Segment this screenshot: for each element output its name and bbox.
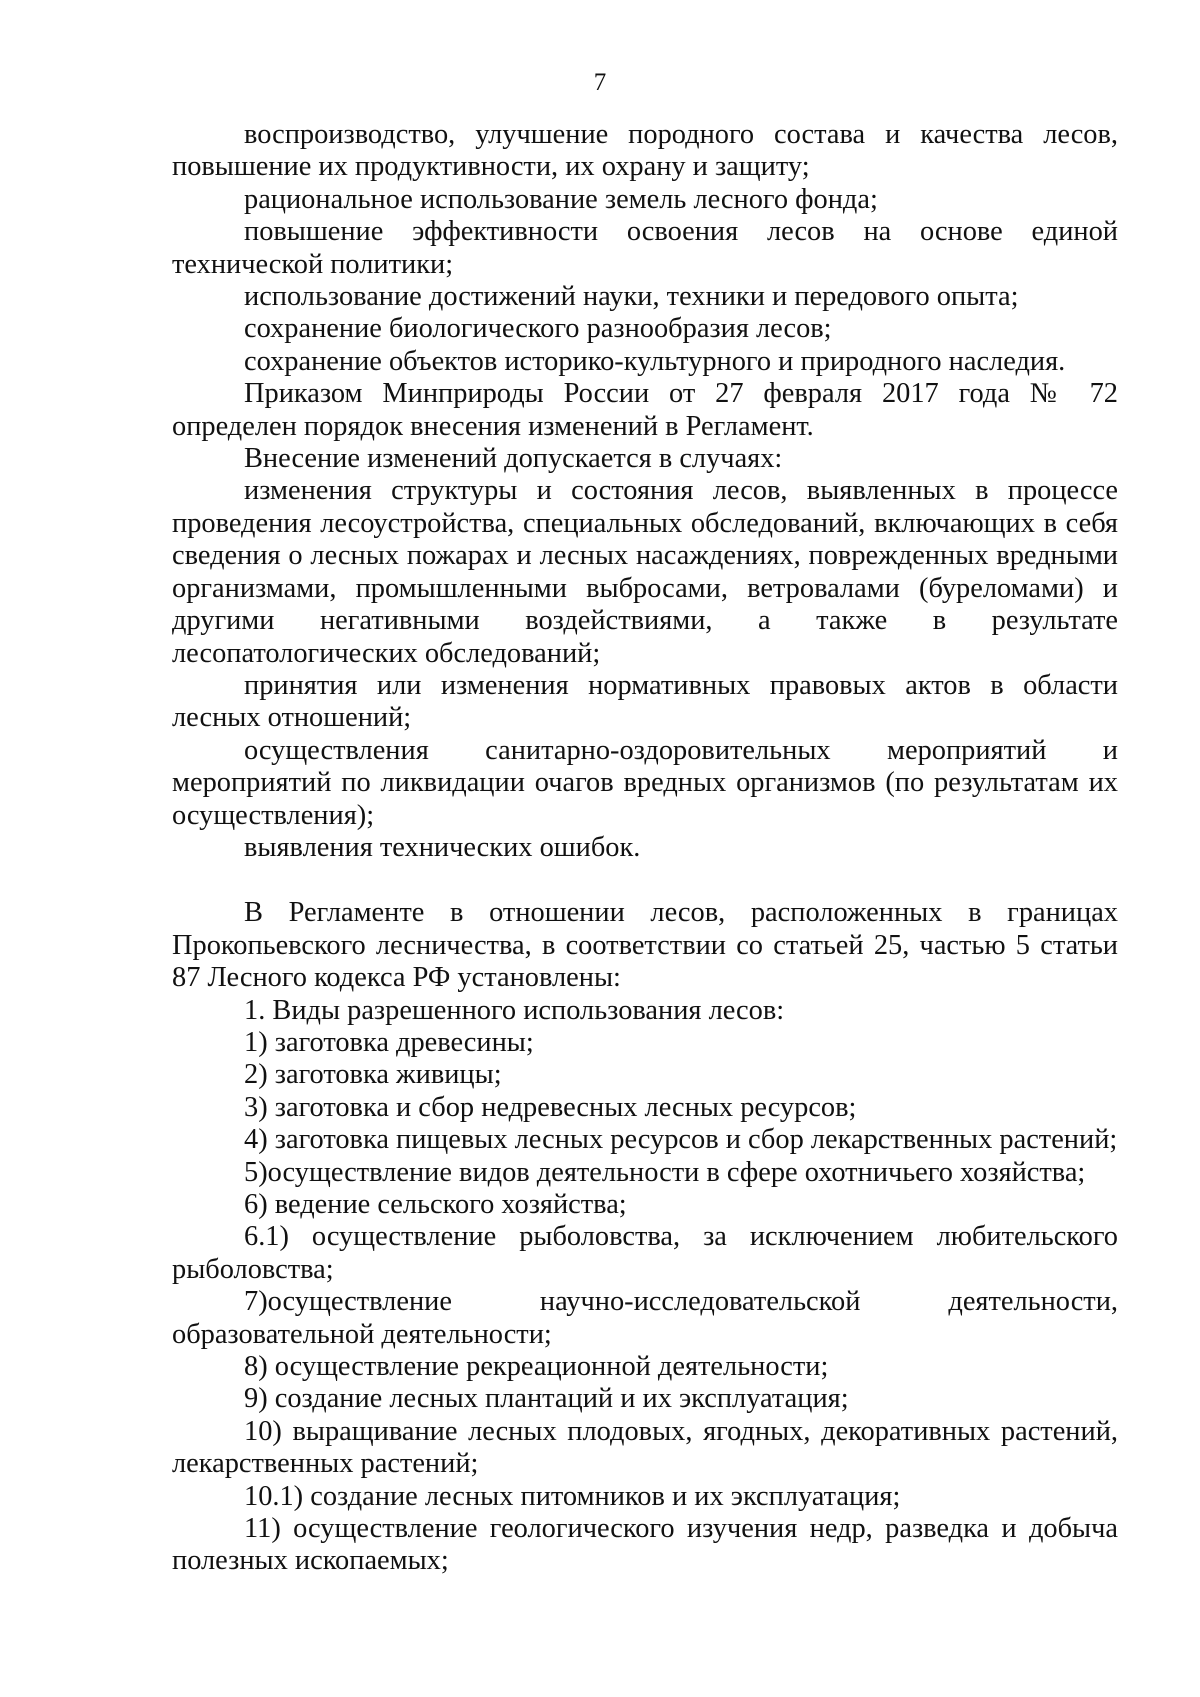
paragraph: осуществления санитарно-оздоровительных мероприятий и мероприятий по ликвидации очагов вредных организмов (по результатам их осуществления); bbox=[172, 734, 1118, 831]
paragraph: Внесение изменений допускается в случаях: bbox=[244, 443, 783, 475]
list-item: 4) заготовка пищевых лесных ресурсов и сбор лекарственных растений; bbox=[244, 1124, 1118, 1156]
paragraph: выявления технических ошибок. bbox=[244, 831, 641, 863]
paragraph: В Регламенте в отношении лесов, расположенных в границах Прокопьевского лесничества, в соответствии со статьей 25, частью 5 статьи 87 Лесного кодекса РФ установлены: bbox=[172, 897, 1118, 994]
paragraph: Приказом Минприроды России от 27 февраля 2017 года № 72 определен порядок внесения изменений в Регламент. bbox=[172, 378, 1118, 442]
list-heading: 1. Виды разрешенного использования лесов: bbox=[244, 994, 785, 1026]
list-item: 7)осуществление научно-исследовательской деятельности, образовательной деятельности; bbox=[172, 1286, 1118, 1350]
paragraph: воспроизводство, улучшение породного состава и качества лесов, повышение их продуктивности, их охрану и защиту; bbox=[172, 119, 1118, 183]
list-item: 10.1) создание лесных питомников и их эксплуатация; bbox=[244, 1480, 901, 1512]
list-item: 9) создание лесных плантаций и их эксплуатация; bbox=[244, 1383, 849, 1415]
list-item: 3) заготовка и сбор недревесных лесных ресурсов; bbox=[244, 1091, 857, 1123]
list-item: 6) ведение сельского хозяйства; bbox=[244, 1189, 627, 1220]
paragraph: повышение эффективности освоения лесов на основе единой технической политики; bbox=[172, 216, 1118, 280]
page-number: 7 bbox=[593, 69, 607, 96]
list-item: 8) осуществление рекреационной деятельности; bbox=[244, 1351, 829, 1383]
paragraph: сохранение объектов историко-культурного и природного наследия. bbox=[244, 345, 1066, 377]
list-item: 1) заготовка древесины; bbox=[244, 1026, 534, 1058]
list-item: 11) осуществление геологического изучения недр, разведка и добыча полезных ископаемых; bbox=[172, 1513, 1118, 1577]
body-text bbox=[172, 119, 1118, 1578]
paragraph: рациональное использование земель лесного фонда; bbox=[244, 183, 878, 215]
list-item: 6.1) осуществление рыболовства, за исключением любительского рыболовства; bbox=[172, 1221, 1118, 1285]
paragraph: сохранение биологического разнообразия лесов; bbox=[244, 313, 832, 345]
list-item: 5)осуществление видов деятельности в сфере охотничьего хозяйства; bbox=[244, 1156, 1086, 1188]
paragraph: изменения структуры и состояния лесов, выявленных в процессе проведения лесоустройства, специальных обследований, включающих в себя сведения о лесных пожарах и лесных насаждениях, поврежденных вредными организмами, промышленными выбросами, ветровалами (буреломами) и другими негативными воздействиями, а также в результате лесопатологических обследований; bbox=[172, 475, 1118, 669]
list-item: 2) заготовка живицы; bbox=[244, 1059, 502, 1091]
paragraph: использование достижений науки, техники и передового опыта; bbox=[244, 281, 1019, 313]
paragraph: принятия или изменения нормативных правовых актов в области лесных отношений; bbox=[172, 669, 1118, 734]
list-item: 10) выращивание лесных плодовых, ягодных, декоративных растений, лекарственных растений; bbox=[172, 1415, 1118, 1480]
